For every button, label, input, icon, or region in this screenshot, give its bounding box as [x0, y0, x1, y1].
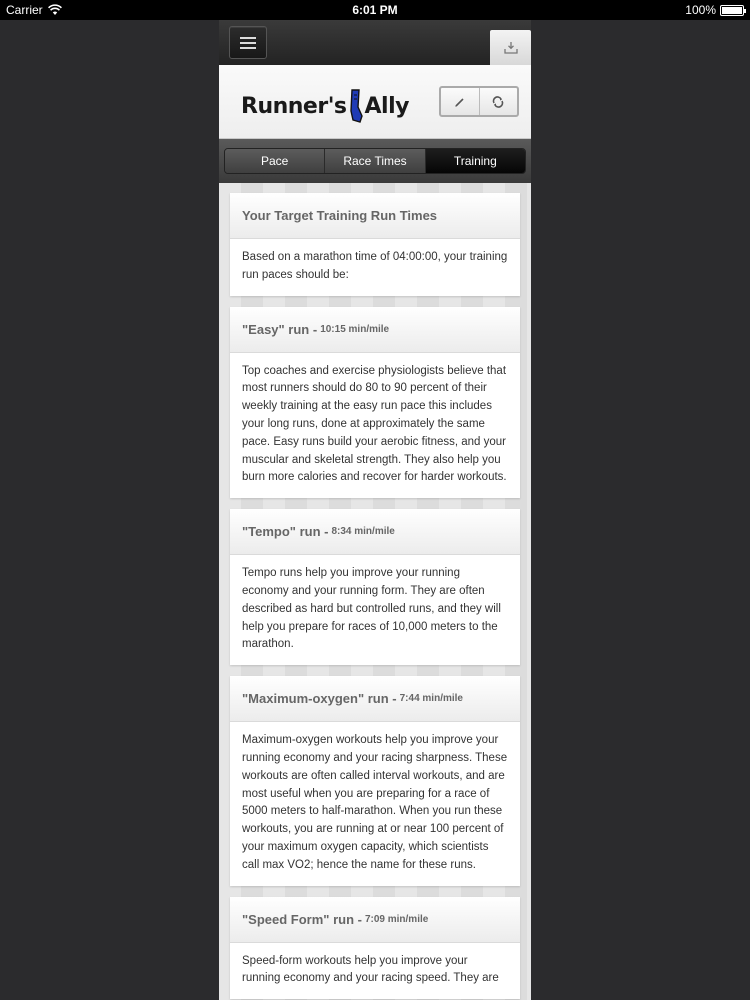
card-body: Maximum-oxygen workouts help you improve your running economy and your racing sharpness. These workouts are often called interval workouts, and are most useful when you are preparing for a race of 5000 meters to half-marathon. When you run these workouts, you are running at or near 100 percent of your maximum oxygen capacity, which scientists call max VO2; hence the name for these runs. [242, 734, 508, 871]
hamburger-icon [240, 37, 256, 39]
status-time: 6:01 PM [352, 3, 398, 17]
download-icon [504, 42, 518, 54]
logo-text-left: Runner's [241, 93, 347, 119]
card-body: Speed-form workouts help you improve your running economy and your racing speed. They are [242, 954, 499, 985]
refresh-icon [491, 95, 505, 109]
pace-value: 7:44 min/mile [399, 693, 463, 705]
card-body: Tempo runs help you improve your running economy and your running form. They are often described as hard but controlled runs, and they will help you prepare for races of 10,000 meters to the marathon. [242, 567, 501, 651]
card-title-text: "Tempo" run - [242, 524, 329, 540]
pencil-icon [454, 96, 466, 108]
top-bar [219, 20, 531, 65]
tool-button-group [439, 86, 519, 117]
card-target-times [230, 193, 520, 296]
segmented-tabs [224, 148, 526, 174]
app-column [219, 20, 531, 1000]
card-body: Based on a marathon time of 04:00:00, your training run paces should be: [242, 251, 508, 281]
card-title [230, 509, 520, 555]
card-title-text: Your Target Training Run Times [242, 208, 438, 223]
status-bar [0, 0, 750, 20]
tab-pace[interactable]: Pace [225, 149, 324, 173]
card-title [230, 193, 520, 239]
card-speed-form-run [230, 897, 520, 1000]
card-title [230, 676, 520, 722]
tab-bar [219, 139, 531, 183]
pace-value: 10:15 min/mile [320, 323, 390, 335]
card-title-text: "Speed Form" run - [242, 911, 362, 927]
tab-race-times[interactable]: Race Times [324, 149, 424, 173]
card-max-oxygen-run [230, 676, 520, 885]
pace-value: 7:09 min/mile [364, 913, 429, 925]
edit-button[interactable] [441, 88, 479, 115]
training-content[interactable] [219, 183, 531, 1000]
logo-bar [219, 65, 531, 139]
battery-percent: 100% [685, 3, 716, 17]
card-title-text: "Easy" run - [242, 321, 318, 337]
logo-text-right: Ally [364, 93, 409, 119]
pace-value: 8:34 min/mile [331, 526, 395, 538]
card-title [230, 897, 520, 943]
card-tempo-run [230, 509, 520, 665]
tab-training[interactable]: Training [425, 149, 525, 173]
download-button[interactable] [490, 30, 531, 65]
battery-icon [720, 5, 744, 16]
running-shoe-icon [348, 89, 364, 123]
refresh-button[interactable] [479, 88, 518, 115]
card-title-text: "Maximum-oxygen" run - [242, 691, 397, 707]
carrier-label: Carrier [6, 3, 43, 17]
card-easy-run [230, 307, 520, 499]
card-title [230, 307, 520, 353]
app-logo [241, 89, 409, 123]
menu-button[interactable] [229, 26, 267, 59]
card-body: Top coaches and exercise physiologists believe that most runners should do 80 to 90 percent of their weekly training at the easy run pace this includes your long runs, done at approximately the same pace. Easy runs build your aerobic fitness, and your muscular and skeletal strength. They also help you burn more calories and recover for harder workouts. [242, 364, 507, 484]
